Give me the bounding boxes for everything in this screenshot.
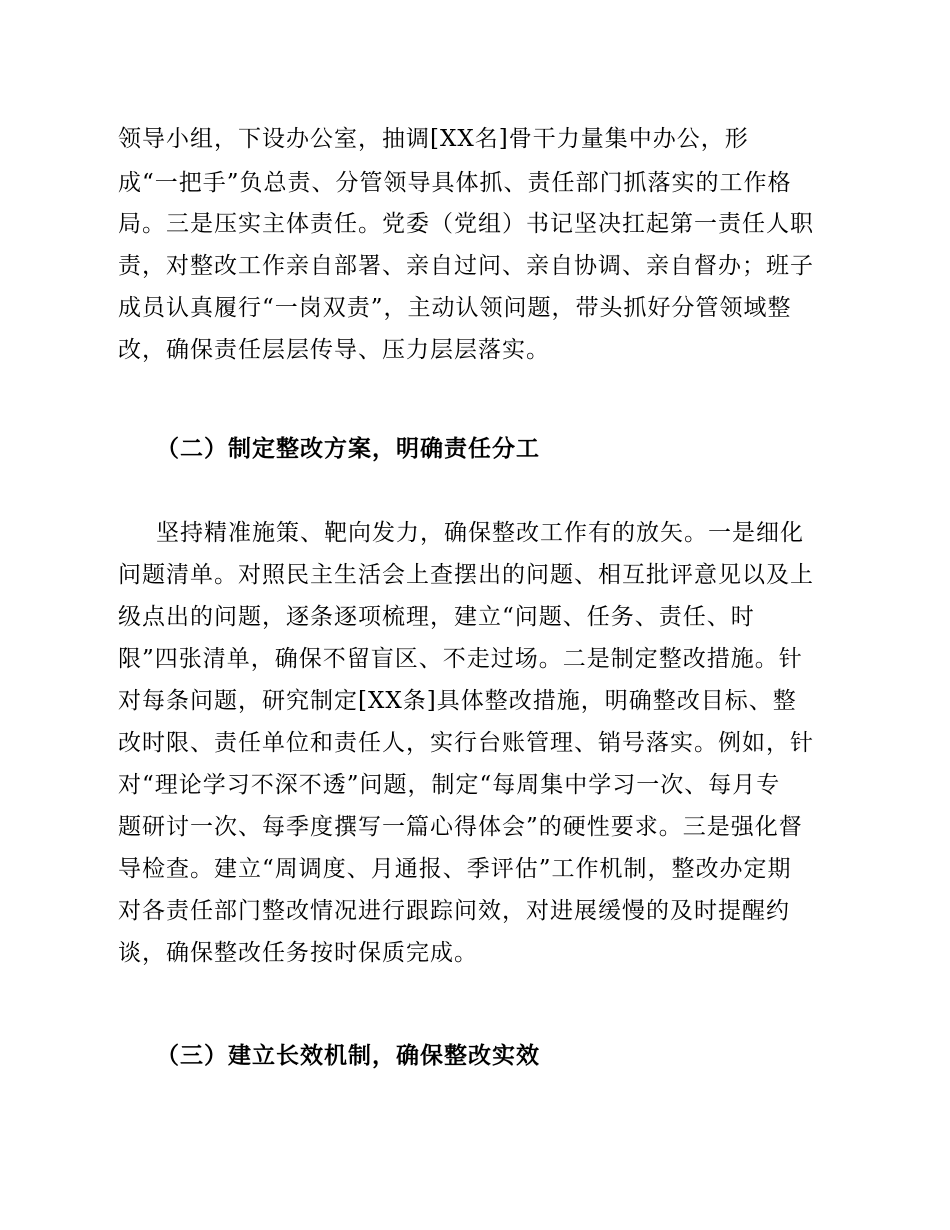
paragraph-line: 对“理论学习不深不透”问题，制定“每周集中学习一次、每月专 — [118, 772, 781, 798]
paragraph-line: 题研讨一次、每季度撰写一篇心得体会”的硬性要求。三是强化督 — [118, 814, 803, 840]
paragraph-line: 对每条问题，研究制定[XX条]具体整改措施，明确整改目标、整 — [118, 688, 797, 714]
paragraph-line: 改，确保责任层层传导、压力层层落实。 — [118, 337, 550, 363]
paragraph-line: 成员认真履行“一岗双责”，主动认领问题，带头抓好分管领域整 — [118, 295, 792, 321]
paragraph-line: 级点出的问题，逐条逐项梳理，建立“问题、任务、责任、时 — [118, 604, 755, 630]
paragraph-line: 责，对整改工作亲自部署、亲自过问、亲自协调、亲自督办；班子 — [118, 253, 814, 279]
paragraph-line: 坚持精准施策、靶向发力，确保整改工作有的放矢。一是细化 — [156, 520, 804, 546]
paragraph-line: 问题清单。对照民主生活会上查摆出的问题、相互批评意见以及上 — [118, 562, 814, 588]
paragraph-line: 谈，确保整改任务按时保质完成。 — [118, 940, 478, 966]
paragraph-line: 成“一把手”负总责、分管领导具体抓、责任部门抓落实的工作格 — [118, 170, 792, 196]
paragraph-line: 限”四张清单，确保不留盲区、不走过场。二是制定整改措施。针 — [118, 646, 803, 672]
paragraph-line: 局。三是压实主体责任。党委（党组）书记坚决扛起第一责任人职 — [118, 211, 814, 237]
paragraph-line: 改时限、责任单位和责任人，实行台账管理、销号落实。例如，针 — [118, 730, 814, 756]
section-heading-2: （二）制定整改方案，明确责任分工 — [156, 435, 540, 462]
paragraph-line: 导检查。建立“周调度、月通报、季评估”工作机制，整改办定期 — [118, 856, 792, 882]
paragraph-line: 对各责任部门整改情况进行跟踪问效，对进展缓慢的及时提醒约 — [118, 898, 790, 924]
section-heading-3: （三）建立长效机制，确保整改实效 — [156, 1042, 540, 1069]
paragraph-line: 领导小组，下设办公室，抽调[XX名]骨干力量集中办公，形 — [118, 126, 749, 152]
